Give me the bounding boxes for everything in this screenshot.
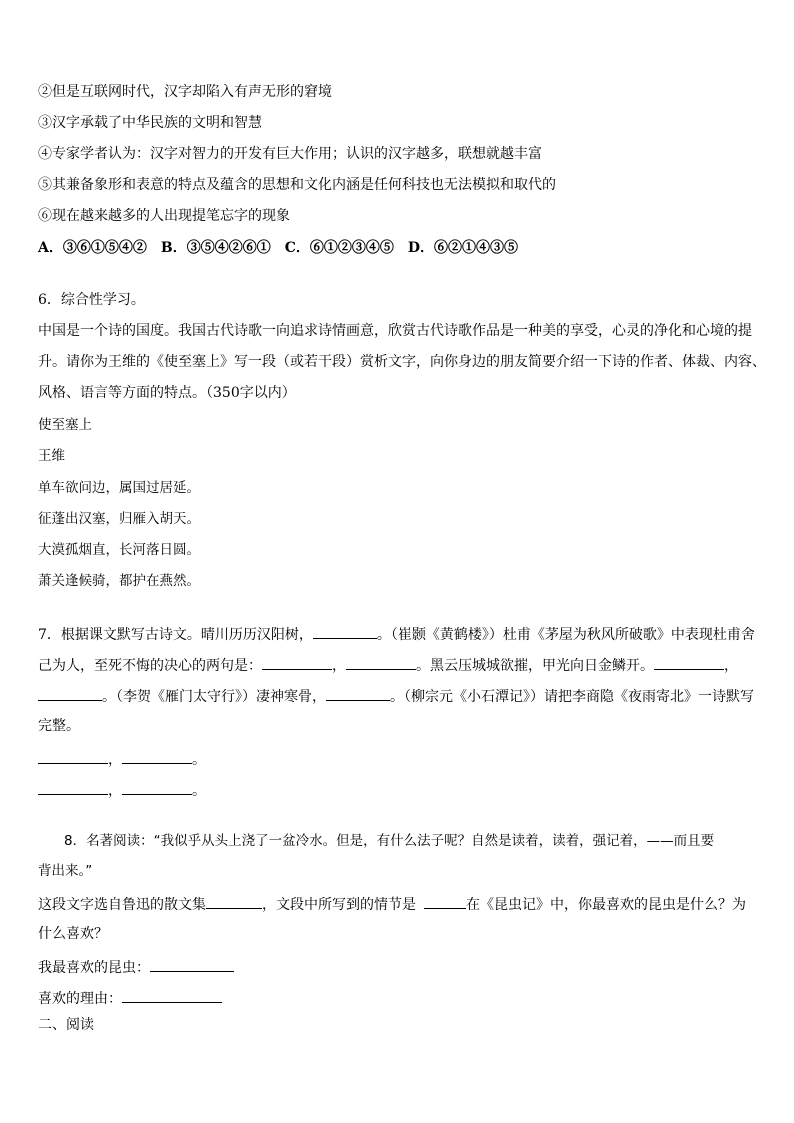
q6-paragraph-line-2: 升。请你为王维的《使至塞上》写一段（或若干段）赏析文字，向你身边的朋友简要介绍一下诗的作者、体裁、内容、 bbox=[38, 354, 766, 370]
poem-author: 王维 bbox=[38, 448, 65, 464]
q8-text: 这段文字选自鲁迅的散文集 bbox=[38, 897, 206, 913]
q8-text: ，文段中所写到的情节是 bbox=[262, 897, 416, 913]
answer-blank[interactable] bbox=[150, 957, 234, 972]
reason-label: 喜欢的理由： bbox=[38, 991, 122, 1007]
q7-text: 7．根据课文默写古诗文。晴川历历汉阳树， bbox=[38, 627, 313, 643]
answer-blank[interactable] bbox=[206, 894, 262, 909]
q5-item-4: ④专家学者认为：汉字对智力的开发有巨大作用；认识的汉字越多，联想就越丰富 bbox=[38, 146, 542, 162]
answer-blank[interactable] bbox=[38, 780, 108, 795]
q8-line-3 bbox=[38, 894, 746, 914]
poem-title: 使至塞上 bbox=[38, 417, 92, 433]
answer-blank[interactable] bbox=[346, 655, 416, 670]
q5-item-5: ⑤其兼备象形和表意的特点及蕴含的思想和文化内涵是任何科技也无法模拟和取代的 bbox=[38, 177, 556, 193]
answer-blank[interactable] bbox=[38, 749, 108, 764]
q5-item-3: ③汉字承载了中华民族的文明和智慧 bbox=[38, 115, 262, 131]
q7-text: 。黑云压城城欲摧，甲光向日金鳞开。 bbox=[416, 658, 654, 674]
q7-poem-blanks-2 bbox=[38, 780, 206, 800]
answer-blank[interactable] bbox=[262, 655, 332, 670]
section-heading: 二、阅读 bbox=[38, 1017, 94, 1033]
q7-text: 己为人，至死不悔的决心的两句是： bbox=[38, 658, 262, 674]
q7-text: ， bbox=[332, 658, 346, 674]
q6-heading: 6．综合性学习。 bbox=[38, 292, 145, 308]
q8-text: 在《昆虫记》中，你最喜欢的昆虫是什么？为 bbox=[466, 897, 746, 913]
poem-line: 单车欲问边，属国过居延。 bbox=[38, 480, 200, 496]
q8-quote-line-2: 背出来。” bbox=[38, 863, 93, 879]
q7-line-3 bbox=[38, 686, 754, 706]
q7-text: ， bbox=[724, 658, 738, 674]
answer-blank[interactable] bbox=[122, 749, 192, 764]
reason-row bbox=[38, 988, 222, 1008]
poem-line: 征蓬出汉塞，归雁入胡天。 bbox=[38, 511, 200, 527]
q7-line-1 bbox=[38, 624, 755, 644]
q7-text: 。（崔颢《黄鹤楼》）杜甫《茅屋为秋风所破歌》中表现杜甫舍 bbox=[376, 627, 755, 643]
answer-blank[interactable] bbox=[122, 780, 192, 795]
poem-line: 大漠孤烟直，长河落日圆。 bbox=[38, 542, 200, 558]
answer-blank[interactable] bbox=[424, 894, 466, 909]
q5-options: A．③⑥①⑤④② B．③⑤④②⑥① C．⑥①②③④⑤ D．⑥②①④③⑤ bbox=[38, 240, 518, 256]
q7-line-2 bbox=[38, 655, 738, 675]
q7-period: 。 bbox=[192, 752, 206, 768]
q7-text: 。（李贺《雁门太守行》）凄神寒骨， bbox=[102, 689, 326, 705]
q7-period: 。 bbox=[192, 783, 206, 799]
q7-poem-blanks-1 bbox=[38, 749, 206, 769]
answer-blank[interactable] bbox=[122, 988, 222, 1003]
q5-item-6: ⑥现在越来越多的人出现提笔忘字的现象 bbox=[38, 208, 290, 224]
q7-comma: ， bbox=[108, 783, 122, 799]
q7-text: 。（柳宗元《小石潭记》）请把李商隐《夜雨寄北》一诗默写 bbox=[390, 689, 754, 705]
favorite-insect-label: 我最喜欢的昆虫： bbox=[38, 960, 150, 976]
q6-paragraph-line-3: 风格、语言等方面的特点。（350字以内） bbox=[38, 385, 296, 401]
q7-comma: ， bbox=[108, 752, 122, 768]
favorite-insect-row bbox=[38, 957, 234, 977]
q8-line-4: 什么喜欢？ bbox=[38, 926, 108, 942]
q6-paragraph-line-1: 中国是一个诗的国度。我国古代诗歌一向追求诗情画意，欣赏古代诗歌作品是一种美的享受，心灵的净化和心境的提 bbox=[38, 323, 752, 339]
answer-blank[interactable] bbox=[313, 624, 377, 639]
answer-blank[interactable] bbox=[38, 686, 102, 701]
answer-blank[interactable] bbox=[654, 655, 724, 670]
poem-line: 萧关逢候骑，都护在燕然。 bbox=[38, 573, 200, 589]
q7-line-4: 完整。 bbox=[38, 718, 80, 734]
q5-item-2: ②但是互联网时代，汉字却陷入有声无形的窘境 bbox=[38, 84, 332, 100]
q8-quote-line-1: 8．名著阅读：“我似乎从头上浇了一盆冷水。但是，有什么法子呢？自然是读着，读着，强记着，——而且要 bbox=[64, 833, 715, 849]
answer-blank[interactable] bbox=[326, 686, 390, 701]
